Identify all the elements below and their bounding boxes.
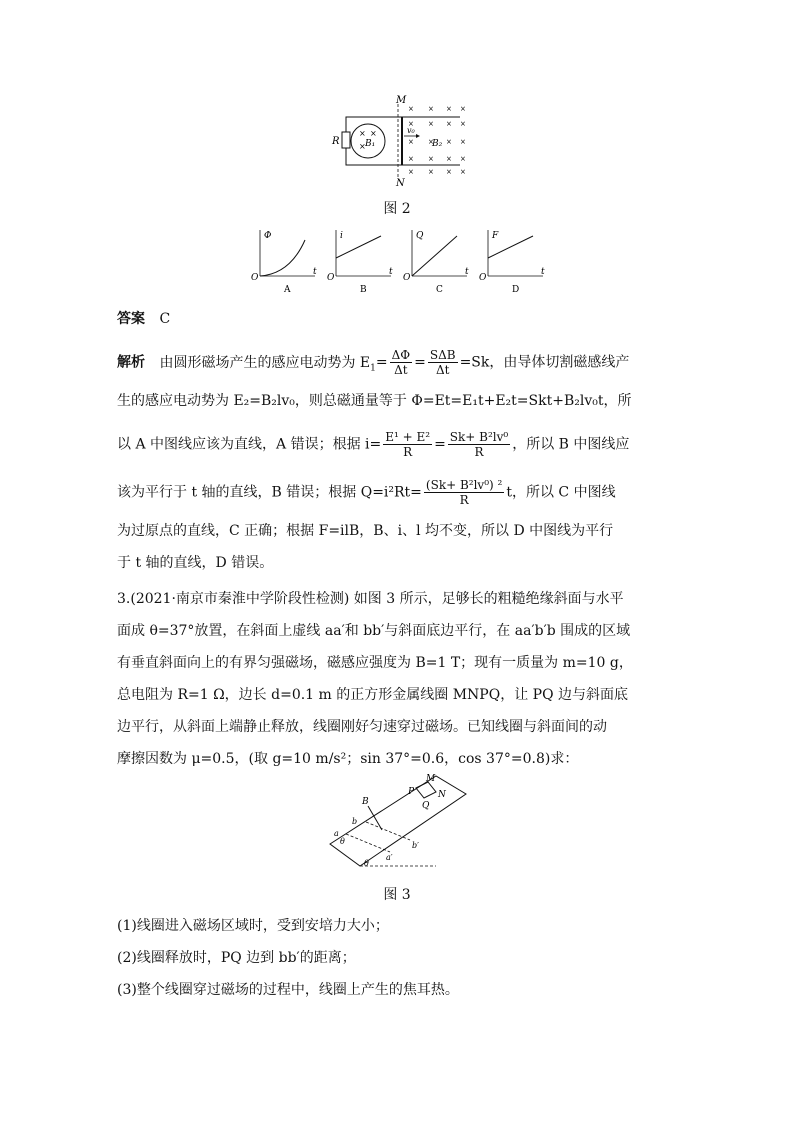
cross-mark: × <box>460 155 466 163</box>
problem-line-3: 有垂直斜面向上的有界匀强磁场，磁感应强度为 B=1 T；现有一质量为 m=10 g， <box>117 655 633 671</box>
label-b: b <box>352 817 358 826</box>
analysis-text: 以 A 中图线应该为直线，A 错误；根据 i= <box>117 436 382 453</box>
label-N: N <box>438 790 446 800</box>
cross-mark: × <box>446 168 452 176</box>
answer-graphs <box>250 224 545 300</box>
label-N: N <box>396 178 405 189</box>
graph-C <box>403 230 469 295</box>
answer-line <box>117 309 170 329</box>
analysis-text: 由圆形磁场产生的感应电动势为 E <box>159 354 371 371</box>
analysis-text: 该为平行于 t 轴的直线，B 错误；根据 Q=i²Rt= <box>117 484 422 501</box>
cross-mark: × <box>359 129 366 138</box>
resistor <box>342 132 350 148</box>
y-axis-label: Φ <box>264 231 272 241</box>
cross-mark: × <box>359 142 366 151</box>
analysis-line-1 <box>117 348 629 378</box>
denominator: R <box>459 493 469 507</box>
figure-2-circuit-diagram <box>330 94 470 189</box>
label-B: B <box>362 797 369 807</box>
figure-3-incline-diagram <box>326 772 476 876</box>
label-Q: Q <box>422 801 430 811</box>
origin-label: O <box>327 273 335 283</box>
coil-MNPQ <box>416 782 436 798</box>
cross-mark: × <box>446 105 452 113</box>
problem-line-1: 3.(2021·南京市秦淮中学阶段性检测) 如图 3 所示，足够长的粗糙绝缘斜面与水平 <box>117 591 624 607</box>
fraction-sdb-dt <box>428 348 458 377</box>
cross-mark: × <box>446 155 452 163</box>
y-axis-label: F <box>492 231 499 241</box>
analysis-line-5: 为过原点的直线，C 正确；根据 F=ilB，B、i、l 均不变，所以 D 中图线为平行 <box>117 523 614 539</box>
x-axis-label: t <box>465 267 469 277</box>
figure-3-caption: 图 3 <box>383 887 411 903</box>
figure-2-caption: 图 2 <box>383 201 411 217</box>
label-M: M <box>396 95 407 106</box>
graph-line <box>412 236 457 276</box>
y-axis-label: Q <box>416 231 424 241</box>
numerator: E¹ + E² <box>385 430 431 444</box>
x-axis-label: t <box>389 267 393 277</box>
answer-value: C <box>159 311 171 327</box>
problem-line-5: 边平行，从斜面上端静止释放，线圈刚好匀速穿过磁场。已知线圈与斜面间的动 <box>117 719 607 735</box>
answer-label: 答案 <box>117 311 145 327</box>
analysis-line-4 <box>117 478 616 507</box>
subscript: 1 <box>370 363 376 374</box>
label-B2: B₂ <box>432 139 443 149</box>
question-3: (3)整个线圈穿过磁场的过程中，线圈上产生的焦耳热。 <box>117 982 459 998</box>
fraction-dphi-dt <box>390 348 413 377</box>
cross-mark: × <box>428 105 434 113</box>
question-1: (1)线圈进入磁场区域时，受到安培力大小； <box>117 918 389 934</box>
numerator: (Sk+ B²lv⁰) ² <box>425 478 503 492</box>
graph-letter: D <box>512 285 520 295</box>
numerator: Sk+ B²lv⁰ <box>449 430 509 444</box>
problem-line-4: 总电阻为 R=1 Ω，边长 d=0.1 m 的正方形金属线圈 MNPQ，让 PQ 边与斜面底 <box>117 687 628 703</box>
graph-letter: C <box>436 285 443 295</box>
analysis-line-2: 生的感应电动势为 E₂=B₂lv₀，则总磁通量等于 Φ=Et=E₁t+E₂t=Skt+B₂lv₀t，所 <box>117 393 632 409</box>
label-a: a <box>334 829 339 838</box>
cross-mark: × <box>428 155 434 163</box>
cross-mark: × <box>428 168 434 176</box>
numerator: SΔB <box>429 348 456 362</box>
equals: = <box>414 354 426 371</box>
x-axis-label: t <box>313 267 317 277</box>
arrow-head <box>416 134 420 138</box>
cross-mark: × <box>408 168 414 176</box>
graph-A <box>251 230 317 295</box>
denominator: R <box>403 445 413 459</box>
label-a-prime: a′ <box>386 853 393 862</box>
y-axis-label: i <box>340 231 343 241</box>
label-P: P <box>408 787 415 797</box>
graph-letter: A <box>284 285 291 295</box>
cross-mark: × <box>370 129 377 138</box>
cross-mark: × <box>460 120 466 128</box>
cross-mark: × <box>408 120 414 128</box>
cross-mark: × <box>428 120 434 128</box>
origin-label: O <box>403 273 411 283</box>
question-2: (2)线圈释放时，PQ 边到 bb′的距离； <box>117 950 356 966</box>
equals: = <box>375 354 388 371</box>
cross-mark: × <box>408 155 414 163</box>
analysis-line-3: 以 A 中图线应该为直线，A 错误；根据 i= $\frac{\text{E¹ + E²}}{R}$ = $\frac{\text{Sk+ B²lv⁰}}{R}$ ，所以 B 中图线应 <box>117 430 630 459</box>
line-bb <box>366 822 410 840</box>
analysis-text: =Sk，由导体切割磁感线产 <box>459 354 630 371</box>
numerator: ΔΦ <box>391 348 411 362</box>
label-theta: θ <box>364 859 369 868</box>
denominator: Δt <box>394 363 408 377</box>
cross-mark: × <box>408 105 414 113</box>
label-theta: θ <box>340 837 345 846</box>
problem-line-6: 摩擦因数为 μ=0.5，(取 g=10 m/s²；sin 37°=0.6，cos 37°=0.8)求： <box>117 751 579 767</box>
label-B1: B₁ <box>365 139 376 149</box>
fraction-Q <box>424 478 504 507</box>
analysis-line-6: 于 t 轴的直线，D 错误。 <box>117 555 274 571</box>
denominator: Δt <box>435 363 450 377</box>
fraction-sk-over-R <box>448 430 510 459</box>
analysis-label: 解析 <box>117 354 145 371</box>
cross-mark: × <box>460 105 466 113</box>
x-axis-label: t <box>541 267 545 277</box>
cross-mark: × <box>460 168 466 176</box>
problem-line-2: 面成 θ=37°放置，在斜面上虚线 aa′和 bb′与斜面底边平行，在 aa′b′b 围成的区域 <box>117 623 631 639</box>
graph-D <box>479 230 545 295</box>
origin-label: O <box>479 273 487 283</box>
cross-mark: × <box>446 138 452 146</box>
graph-line <box>260 240 305 276</box>
graph-letter: B <box>360 285 367 295</box>
denominator: R <box>474 445 484 459</box>
analysis-text: t，所以 C 中图线 <box>506 484 616 501</box>
label-v0: v₀ <box>407 126 415 135</box>
line-aa <box>346 834 390 852</box>
cross-mark: × <box>428 138 434 146</box>
cross-mark: × <box>446 120 452 128</box>
fraction-E-over-R <box>383 430 432 459</box>
label-R: R <box>332 136 340 147</box>
label-M: M <box>426 774 436 784</box>
label-b-prime: b′ <box>412 841 419 850</box>
analysis-text: ，所以 B 中图线应 <box>512 436 630 453</box>
cross-mark: × <box>408 138 414 146</box>
graph-B <box>327 230 393 295</box>
cross-mark: × <box>460 138 466 146</box>
origin-label: O <box>251 273 259 283</box>
